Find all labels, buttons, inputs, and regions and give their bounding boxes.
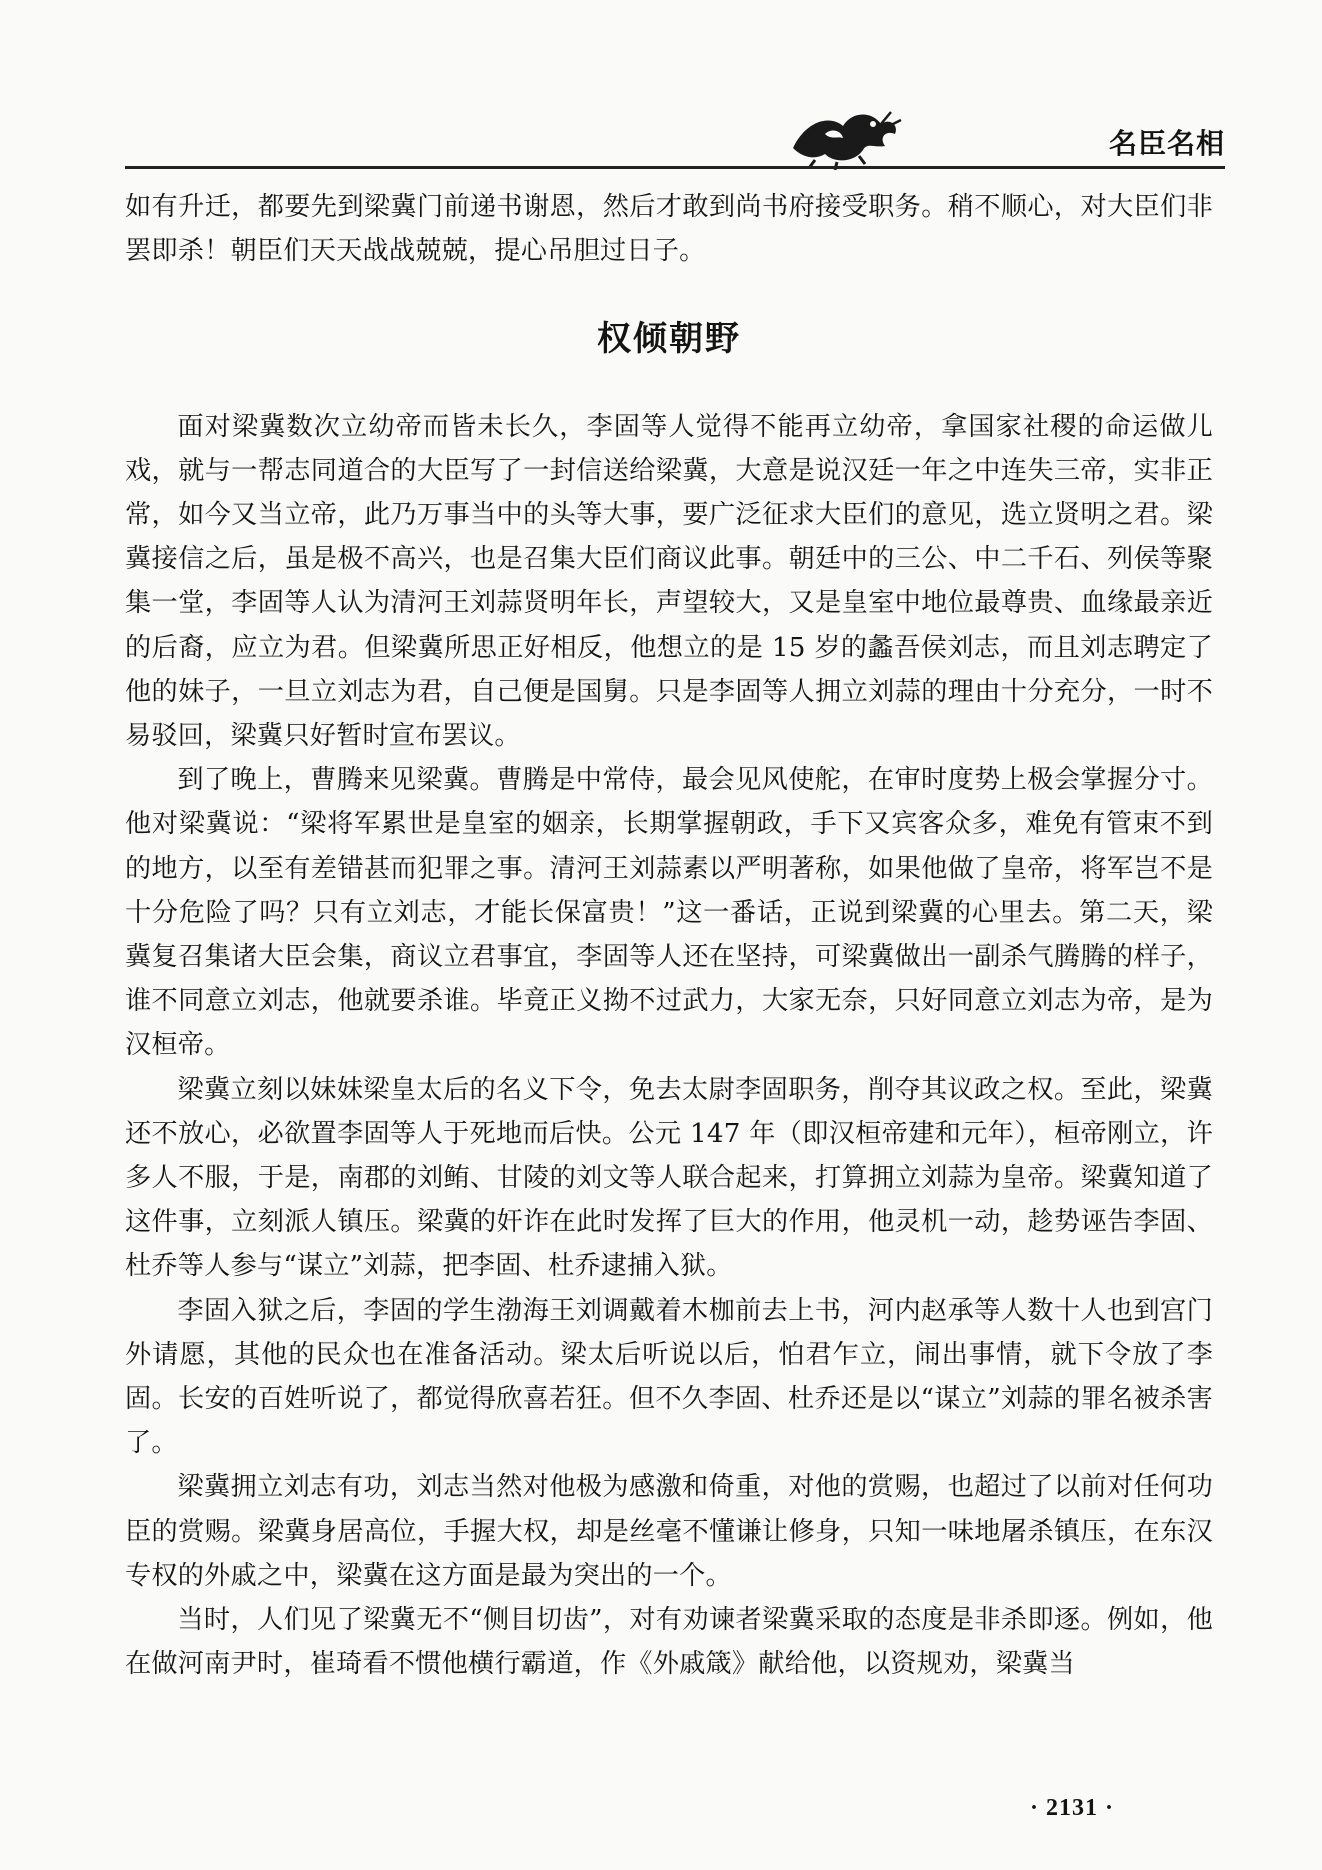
paragraph-6: 当时，人们见了梁冀无不“侧目切齿”，对有劝谏者梁冀采取的态度是非杀即逐。例如，他在做河南尹时，崔琦看不惯他横行霸道，作《外戚箴》献给他，以资规劝，梁冀当 [125,1605,1213,1680]
paragraph-4: 李固入狱之后，李固的学生渤海王刘调戴着木枷前去上书，河内赵承等人数十人也到宫门外请愿，其他的民众也在准备活动。梁太后听说以后，怕君乍立，闹出事情，就下令放了李固。长安的百姓听说了，都觉得欣喜若狂。但不久李固、杜乔还是以“谋立”刘蒜的罪名被杀害了。 [125,1295,1213,1459]
paragraph-3: 梁冀立刻以妹妹梁皇太后的名义下令，免去太尉李固职务，削夺其议政之权。至此，梁冀还不放心，必欲置李固等人于死地而后快。公元 147 年（即汉桓帝建和元年），桓帝刚立，许多人不服，于是，南郡的刘鲔、甘陵的刘文等人联合起来，打算拥立刘蒜为皇帝。梁冀知道了这件事，立刻派人镇压。梁冀的奸诈在此时发挥了巨大的作用，他灵机一动，趁势诬告李固、杜乔等人参与“谋立”刘蒜，把李固、杜乔逮捕入狱。 [125,1074,1213,1282]
page-body [125,185,1213,1687]
paragraph-2: 到了晚上，曹腾来见梁冀。曹腾是中常侍，最会见风使舵，在审时度势上极会掌握分寸。他对梁冀说：“梁将军累世是皇室的姻亲，长期掌握朝政，手下又宾客众多，难免有管束不到的地方，以至有差错甚而犯罪之事。清河王刘蒜素以严明著称，如果他做了皇帝，将军岂不是十分危险了吗？只有立刘志，才能长保富贵！”这一番话，正说到梁冀的心里去。第二天，梁冀复召集诸大臣会集，商议立君事宜，李固等人还在坚持，可梁冀做出一副杀气腾腾的样子，谁不同意立刘志，他就要杀谁。毕竟正义拗不过武力，大家无奈，只好同意立刘志为帝，是为汉桓帝。 [125,765,1213,1061]
chapter-title: 权倾朝野 [597,319,741,360]
header-rule [125,166,1225,169]
page-number: · 2131 · [1030,1795,1115,1821]
continuation-paragraph: 如有升迁，都要先到梁冀门前递书谢恩，然后才敢到尚书府接受职务。稍不顺心，对大臣们非罢即杀！朝臣们天天战战兢兢，提心吊胆过日子。 [125,192,1213,267]
section-title: 名臣名相 [1108,127,1225,160]
paragraph-1: 面对梁冀数次立幼帝而皆未长久，李固等人觉得不能再立幼帝，拿国家社稷的命运做儿戏，就与一帮志同道合的大臣写了一封信送给梁冀，大意是说汉廷一年之中连失三帝，实非正常，如今又当立帝，此乃万事当中的头等大事，要广泛征求大臣们的意见，选立贤明之君。梁冀接信之后，虽是极不高兴，也是召集大臣们商议此事。朝廷中的三公、中二千石、列侯等聚集一堂，李固等人认为清河王刘蒜贤明年长，声望较大，又是皇室中地位最尊贵、血缘最亲近的后裔，应立为君。但梁冀所思正好相反，他想立的是 15 岁的蠡吾侯刘志，而且刘志聘定了他的妹子，一旦立刘志为君，自己便是国舅。只是李固等人拥立刘蒜的理由十分充分，一时不易驳回，梁冀只好暂时宣布罢议。 [125,411,1213,752]
dragon-emblem-icon [785,104,905,170]
running-header [125,100,1225,170]
paragraph-5: 梁冀拥立刘志有功，刘志当然对他极为感激和倚重，对他的赏赐，也超过了以前对任何功臣的赏赐。梁冀身居高位，手握大权，却是丝毫不懂谦让修身，只知一味地屠杀镇压，在东汉专权的外戚之中，梁冀在这方面是最为突出的一个。 [125,1472,1213,1591]
